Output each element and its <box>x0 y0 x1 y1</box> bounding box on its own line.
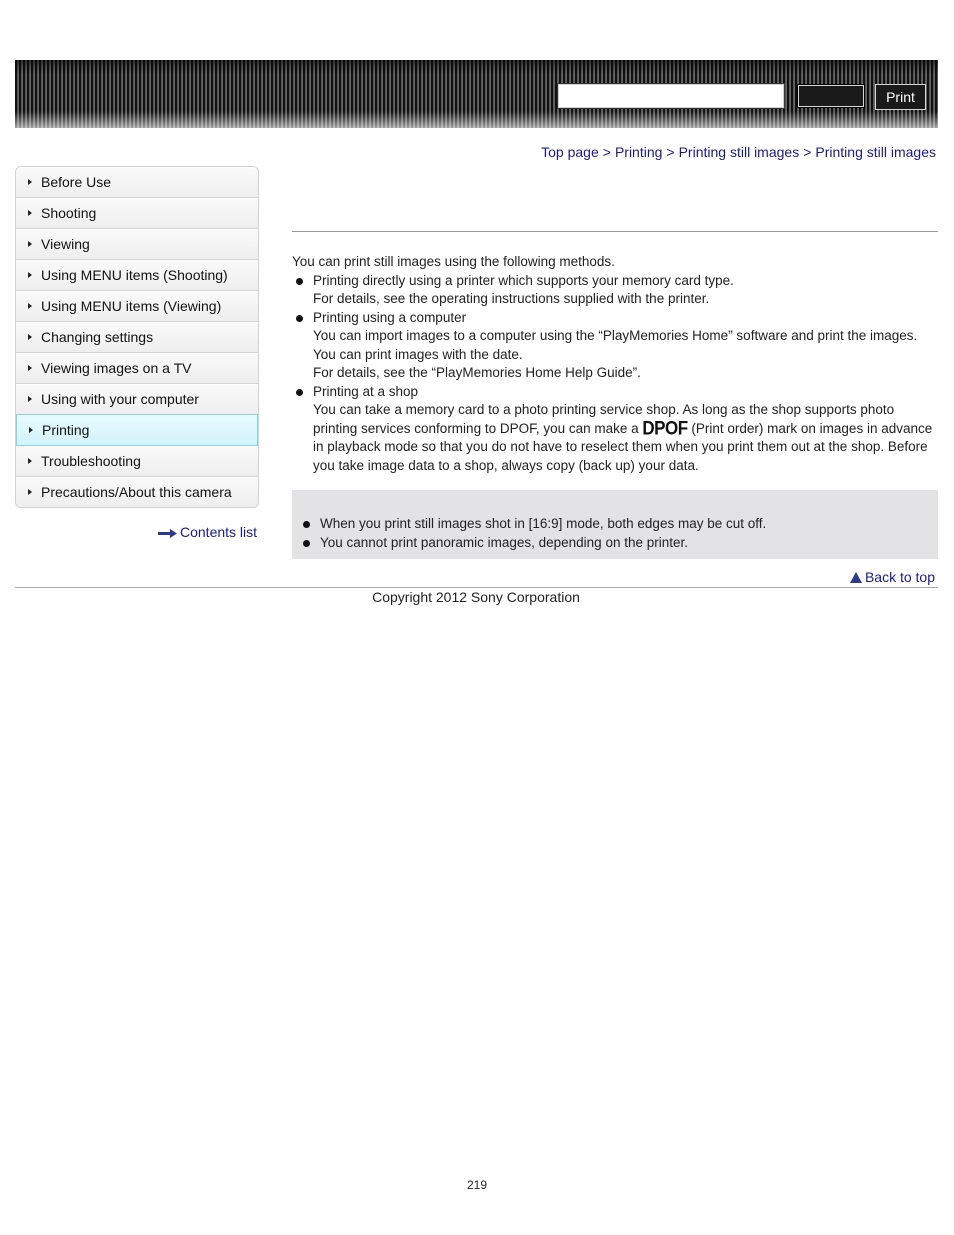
copyright-text <box>0 589 954 605</box>
sidebar-item-label: Before Use <box>41 174 112 190</box>
breadcrumb-separator: > <box>666 144 675 160</box>
method-detail: You can import images to a computer using the “PlayMemories Home” software and print the images. You can print images with the date. <box>313 328 918 362</box>
sidebar-item-troubleshooting[interactable] <box>16 446 258 477</box>
method-detail <box>313 401 938 475</box>
print-button[interactable]: Print <box>875 84 926 110</box>
sidebar-item-label: Using with your computer <box>41 391 199 407</box>
method-title: Printing at a shop <box>313 383 419 399</box>
shop-text-before: You can take a memory card to a photo printing service shop. As long as the shop supports photo printing services conforming to DPOF, you can make a <box>313 402 895 436</box>
contents-list-link[interactable] <box>158 524 257 541</box>
notes-list <box>300 515 930 552</box>
arrow-right-icon <box>158 525 177 541</box>
dpof-icon: DPOF <box>642 416 688 439</box>
arrow-right-icon <box>28 334 32 340</box>
sidebar-item-shooting[interactable] <box>16 198 258 229</box>
method-detail: For details, see the operating instructions supplied with the printer. <box>313 291 710 306</box>
sidebar-item-menu-viewing[interactable] <box>16 291 258 322</box>
arrow-right-icon <box>29 427 33 433</box>
sidebar-item-precautions[interactable] <box>16 477 258 507</box>
back-to-top-link[interactable] <box>850 569 935 585</box>
breadcrumb-separator: > <box>803 144 812 160</box>
sidebar-item-before-use[interactable] <box>16 167 258 198</box>
method-title: Printing directly using a printer which supports your memory card type. <box>313 272 734 288</box>
main-content <box>292 253 938 475</box>
sidebar-item-label: Changing settings <box>41 329 154 345</box>
title-divider <box>292 231 938 232</box>
list-item <box>292 309 938 383</box>
arrow-right-icon <box>28 396 32 402</box>
arrow-right-icon <box>28 241 32 247</box>
sidebar-item-viewing[interactable] <box>16 229 258 260</box>
arrow-right-icon <box>28 179 32 185</box>
list-item: When you print still images shot in [16:9] mode, both edges may be cut off. <box>300 515 930 534</box>
back-to-top-label: Back to top <box>864 569 935 585</box>
method-title: Printing using a computer <box>313 309 467 325</box>
breadcrumb <box>541 144 936 160</box>
triangle-up-icon <box>850 572 862 583</box>
sidebar-item-label: Using MENU items (Viewing) <box>41 298 222 314</box>
arrow-right-icon <box>28 272 32 278</box>
shop-text-after: (Print order) mark on images in advance in playback mode so that you do not have to reselect them when you print them out at the shop. Before you take image data to a shop, always copy (back up) your data. <box>313 420 933 473</box>
methods-list <box>292 272 938 476</box>
method-detail: For details, see the “PlayMemories Home Help Guide”. <box>313 365 641 380</box>
arrow-right-icon <box>28 210 32 216</box>
breadcrumb-printing-still-images-section[interactable]: Printing still images <box>678 144 800 160</box>
intro-text: You can print still images using the following methods. <box>292 254 615 269</box>
contents-list-label: Contents list <box>180 524 258 540</box>
list-item <box>292 383 938 476</box>
sidebar-item-computer[interactable] <box>16 384 258 415</box>
list-item <box>292 272 938 309</box>
arrow-right-icon <box>28 458 32 464</box>
breadcrumb-printing-still-images-page[interactable]: Printing still images <box>815 144 936 160</box>
header-bar <box>15 60 938 128</box>
arrow-right-icon <box>28 489 32 495</box>
page-number: 219 <box>466 1178 488 1192</box>
arrow-right-icon <box>28 365 32 371</box>
sidebar-item-label: Troubleshooting <box>41 453 141 469</box>
breadcrumb-separator: > <box>602 144 611 160</box>
list-item: You cannot print panoramic images, depending on the printer. <box>300 534 930 553</box>
search-input[interactable] <box>558 84 784 108</box>
sidebar-item-viewing-on-tv[interactable] <box>16 353 258 384</box>
sidebar-nav <box>15 166 259 508</box>
search-button[interactable] <box>798 85 864 107</box>
sidebar-item-label: Shooting <box>41 205 97 221</box>
sidebar-item-changing-settings[interactable] <box>16 322 258 353</box>
sidebar-item-label: Using MENU items (Shooting) <box>41 267 228 283</box>
copyright-label: Copyright 2012 Sony Corporation <box>372 589 580 605</box>
arrow-right-icon <box>28 303 32 309</box>
sidebar-item-label: Printing <box>42 422 90 438</box>
sidebar-item-menu-shooting[interactable] <box>16 260 258 291</box>
sidebar-item-label: Viewing images on a TV <box>41 360 192 376</box>
sidebar-item-label: Viewing <box>41 236 90 252</box>
breadcrumb-top-page[interactable]: Top page <box>541 144 599 160</box>
note-box <box>292 490 938 559</box>
sidebar-item-label: Precautions/About this camera <box>41 484 232 500</box>
sidebar-item-printing[interactable] <box>16 414 258 446</box>
breadcrumb-printing[interactable]: Printing <box>614 144 663 160</box>
footer-divider <box>15 587 938 588</box>
